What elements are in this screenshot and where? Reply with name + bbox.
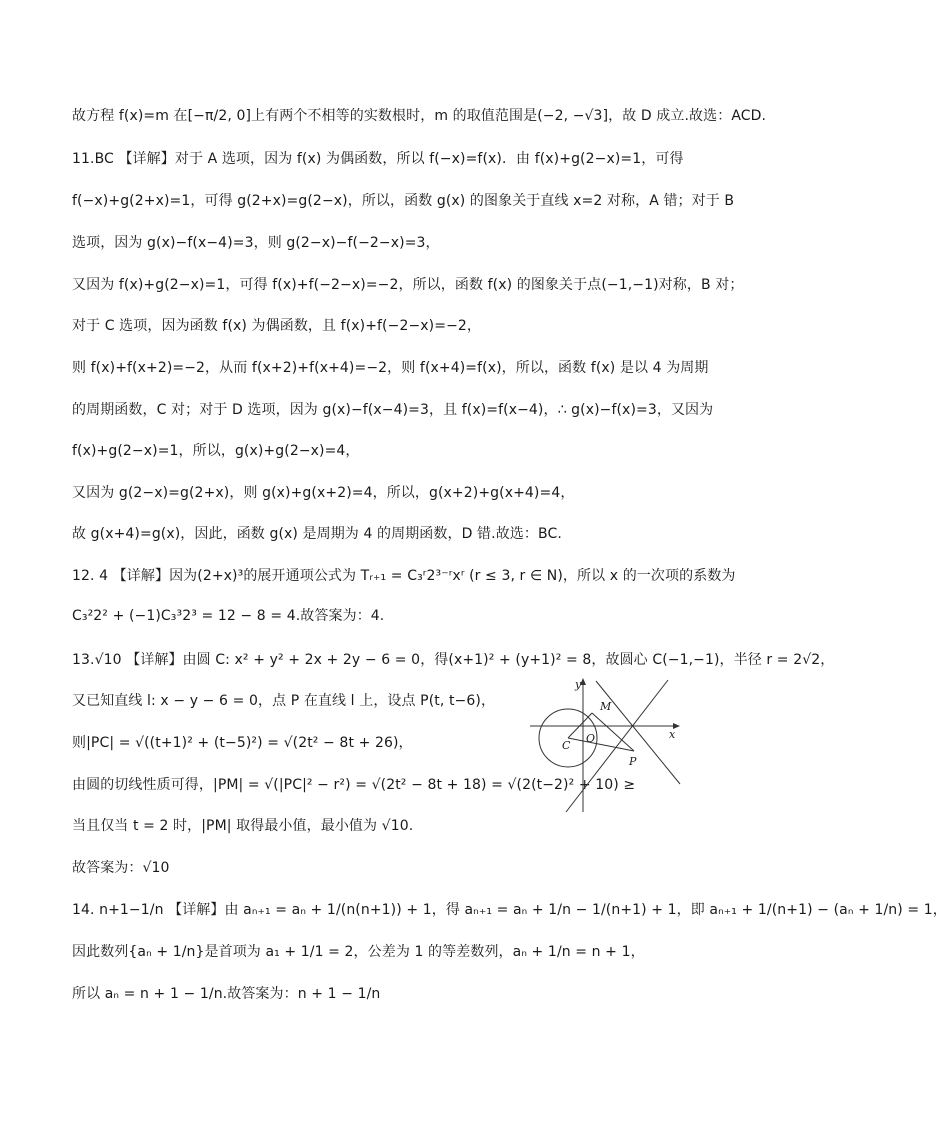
text-line: 13.√10 【详解】由圆 C: x² + y² + 2x + 2y − 6 = 0，得(x+1)² + (y+1)² = 8，故圆心 C(−1,−1)，半径 r = 2√2， (72, 652, 835, 668)
text-line: 14. n+1−1/n 【详解】由 aₙ₊₁ = aₙ + 1/(n(n+1)) + 1，得 aₙ₊₁ = aₙ + 1/n − 1/(n+1) + 1，即 aₙ₊₁ + 1/(n+1) − (aₙ + 1/n) = 1， (72, 902, 947, 918)
text-line: f(x)+g(2−x)=1，所以，g(x)+g(2−x)=4， (72, 443, 360, 459)
text-line: 故方程 f(x)=m 在[−π/2, 0]上有两个不相等的实数根时，m 的取值范围是(−2, −√3]，故 D 成立.故选：ACD. (72, 108, 767, 124)
line-l (596, 681, 680, 784)
text-line: 因此数列{aₙ + 1/n}是首项为 a₁ + 1/1 = 2，公差为 1 的等差数列，aₙ + 1/n = n + 1， (72, 944, 645, 960)
text-line: C₃²2² + (−1)C₃³2³ = 12 − 8 = 4.故答案为：4. (72, 608, 385, 624)
text-line: 的周期函数，C 对；对于 D 选项，因为 g(x)−f(x−4)=3，且 f(x)=f(x−4)，∴ g(x)−f(x)=3，又因为 (72, 402, 714, 418)
text-line: 当且仅当 t = 2 时，|PM| 取得最小值，最小值为 √10. (72, 818, 414, 834)
text-line: f(−x)+g(2+x)=1，可得 g(2+x)=g(2−x)，所以，函数 g(x) 的图象关于直线 x=2 对称，A 错；对于 B (72, 193, 735, 209)
text-line: 则 f(x)+f(x+2)=−2，从而 f(x+2)+f(x+4)=−2，则 f(x+4)=f(x)，所以，函数 f(x) 是以 4 为周期 (72, 360, 709, 376)
text-line: 11.BC 【详解】对于 A 选项，因为 f(x) 为偶函数，所以 f(−x)=f(x)．由 f(x)+g(2−x)=1，可得 (72, 151, 684, 167)
circle-tangent-figure (528, 676, 703, 816)
tangent-line (566, 680, 668, 812)
text-line: 又已知直线 l: x − y − 6 = 0，点 P 在直线 l 上，设点 P(t, t−6)， (72, 693, 496, 709)
label-o: O (586, 732, 596, 745)
segment-cp (568, 738, 634, 751)
geometry-diagram (528, 676, 703, 816)
label-x: x (669, 728, 676, 741)
label-m: M (600, 700, 612, 713)
text-line: 则|PC| = √((t+1)² + (t−5)²) = √(2t² − 8t + 26)， (72, 735, 413, 751)
text-line: 选项，因为 g(x)−f(x−4)=3，则 g(2−x)−f(−2−x)=3， (72, 235, 440, 251)
text-line: 故答案为：√10 (72, 860, 170, 876)
text-line: 又因为 g(2−x)=g(2+x)，则 g(x)+g(x+2)=4，所以，g(x+2)+g(x+4)=4， (72, 485, 575, 501)
text-line: 又因为 f(x)+g(2−x)=1，可得 f(x)+f(−2−x)=−2，所以，函数 f(x) 的图象关于点(−1,−1)对称，B 对； (72, 277, 744, 293)
text-line: 所以 aₙ = n + 1 − 1/n.故答案为：n + 1 − 1/n (72, 986, 381, 1002)
label-c: C (562, 739, 571, 752)
text-line: 由圆的切线性质可得，|PM| = √(|PC|² − r²) = √(2t² − 8t + 18) = √(2(t−2)² + 10) ≥ (72, 777, 636, 793)
text-line: 12. 4 【详解】因为(2+x)³的展开通项公式为 Tᵣ₊₁ = C₃ʳ2³⁻ʳxʳ (r ≤ 3, r ∈ N)，所以 x 的一次项的系数为 (72, 568, 736, 584)
text-line: 对于 C 选项，因为函数 f(x) 为偶函数，且 f(x)+f(−2−x)=−2， (72, 318, 482, 334)
label-p: P (629, 755, 637, 768)
label-y: y (575, 678, 582, 691)
text-line: 故 g(x+4)=g(x)，因此，函数 g(x) 是周期为 4 的周期函数，D 错.故选：BC. (72, 526, 562, 542)
